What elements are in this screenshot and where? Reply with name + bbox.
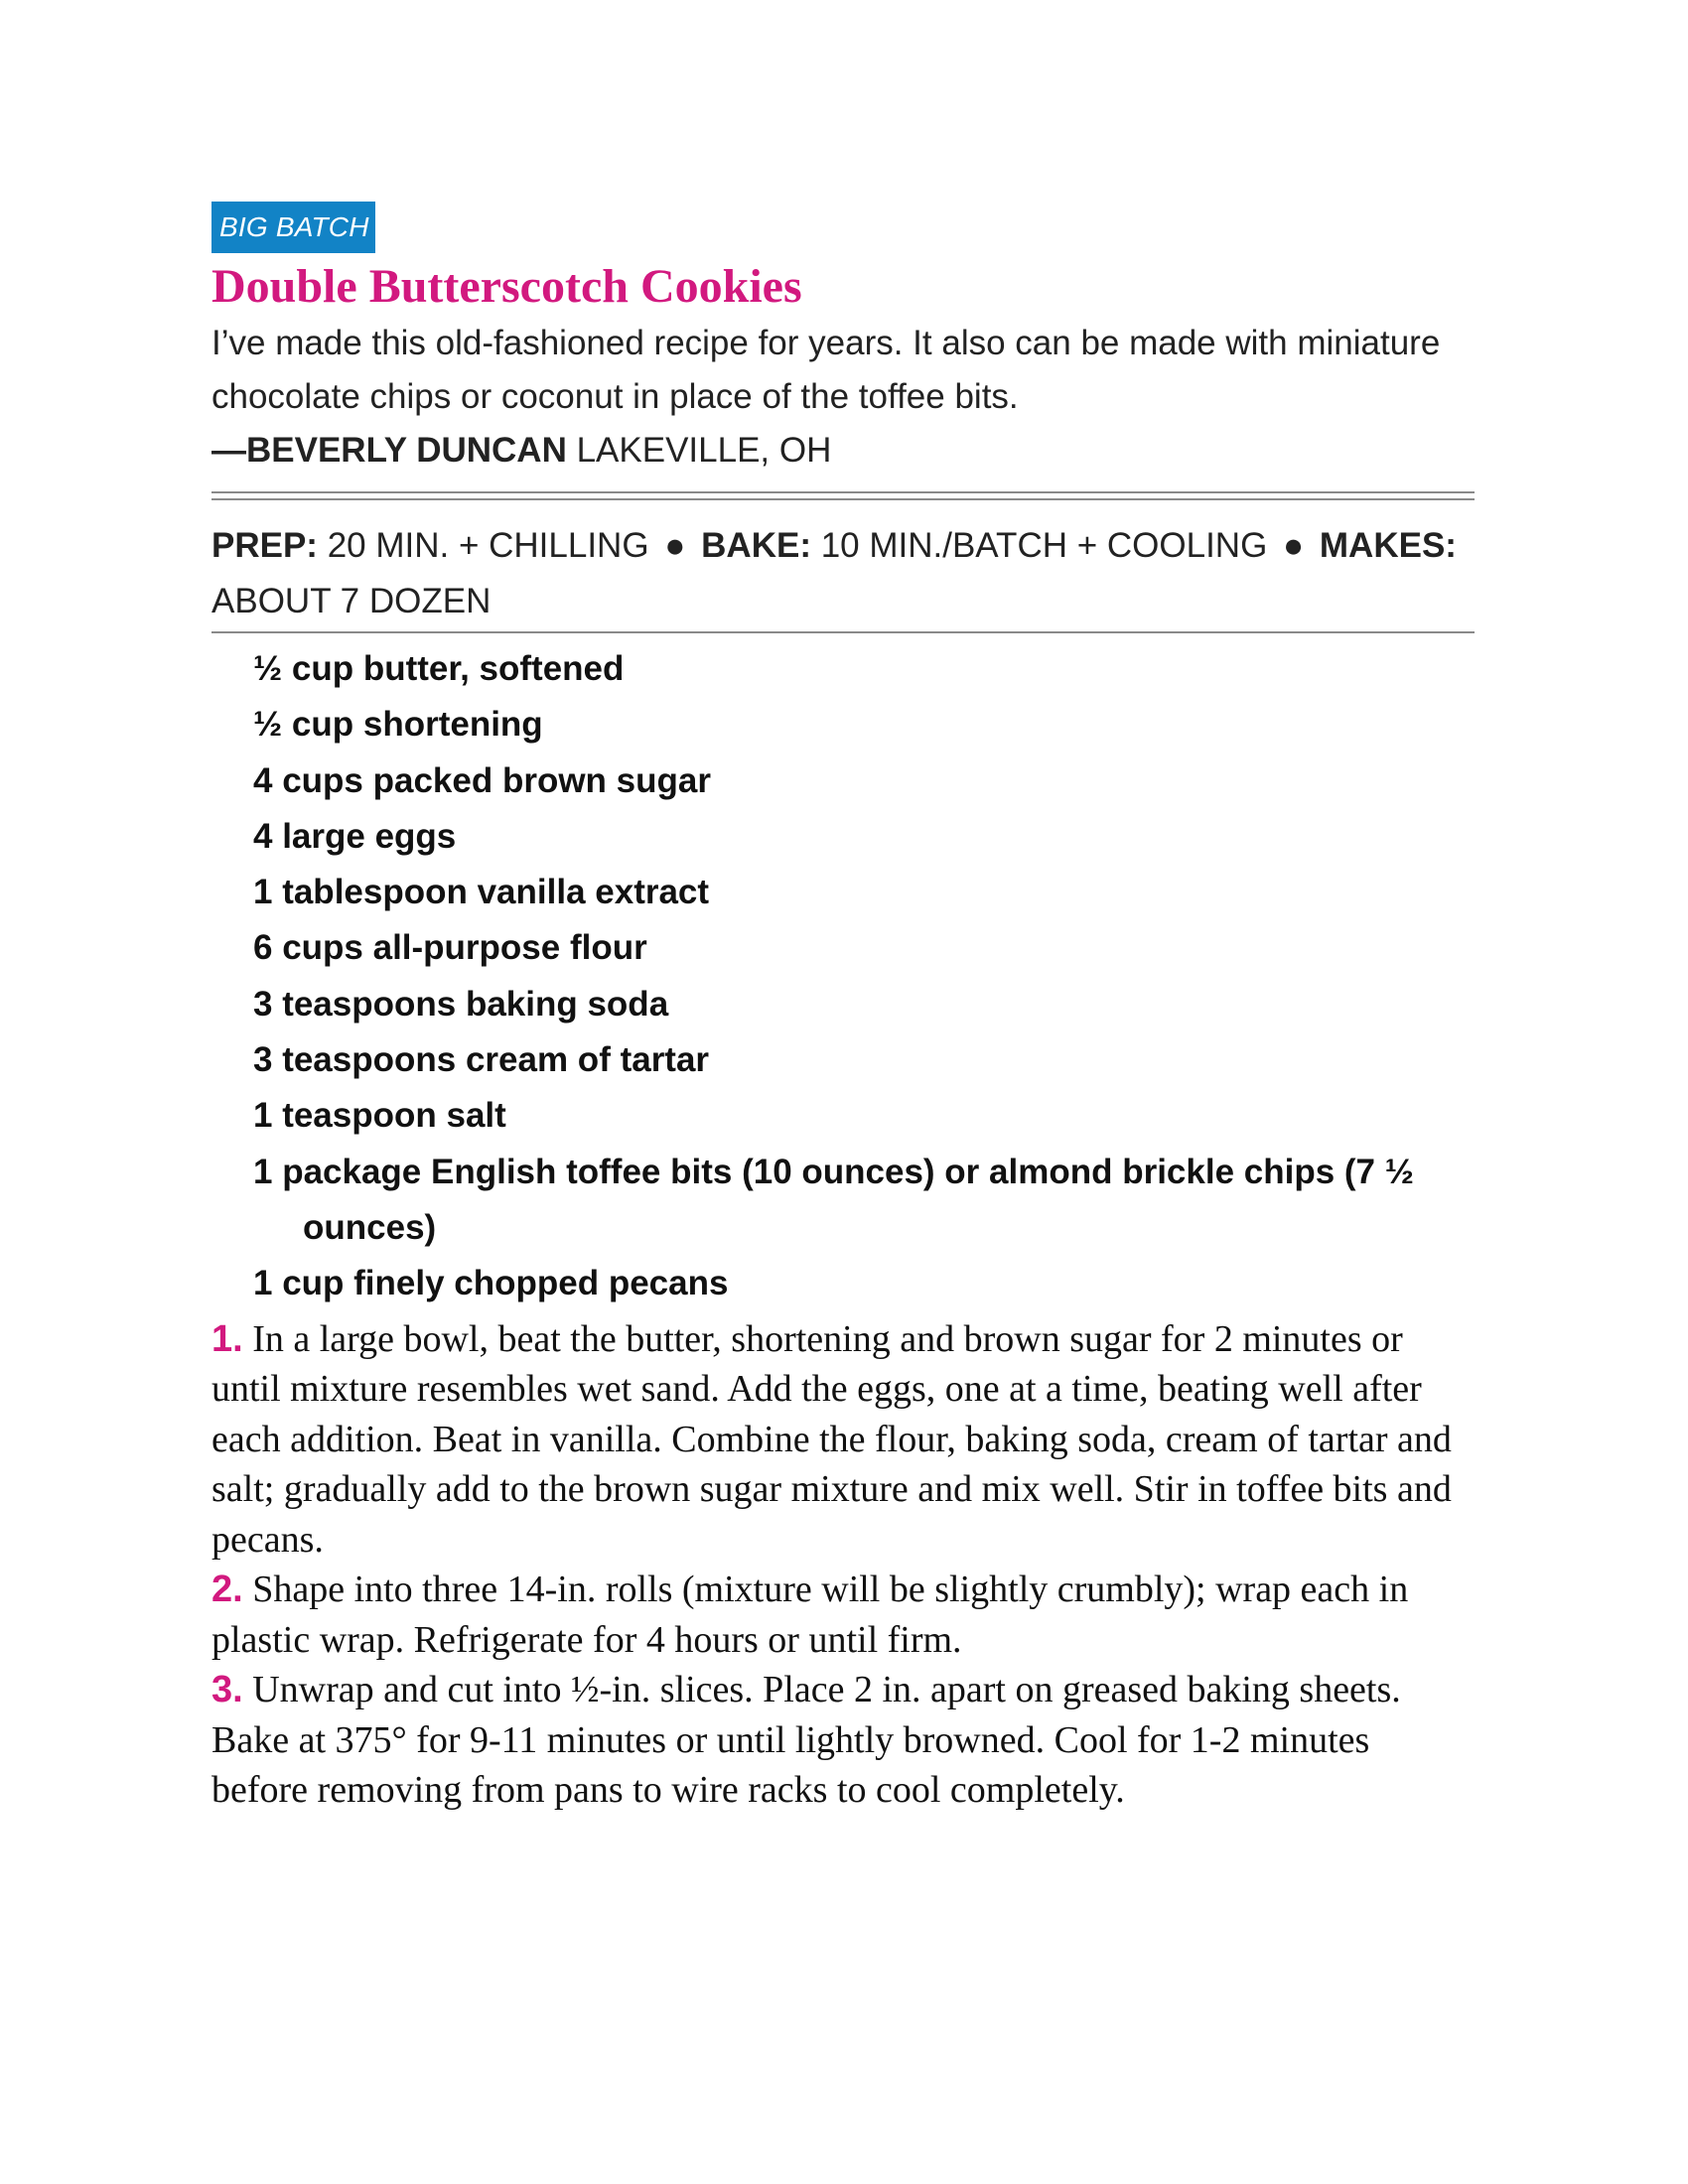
ingredient-item: 3 teaspoons cream of tartar (253, 1040, 710, 1080)
recipe-meta (211, 518, 1475, 629)
author-name: —BEVERLY DUNCAN (211, 431, 567, 470)
ingredient-item: 1 package English toffee bits (10 ounces) or almond brickle chips (7 ½ ounces) (253, 1152, 1414, 1247)
bake-label: BAKE: (701, 526, 811, 565)
category-tag: BIG BATCH (211, 202, 375, 253)
ingredient-item: 6 cups all-purpose flour (253, 928, 647, 968)
ingredient-item: 4 cups packed brown sugar (253, 760, 711, 800)
direction-step (211, 1314, 1475, 1566)
author-location: LAKEVILLE, OH (566, 431, 832, 470)
bake-value: 10 MIN./BATCH + COOLING (810, 526, 1278, 565)
prep-value: 20 MIN. + CHILLING (317, 526, 659, 565)
meta-separator: ● (664, 526, 686, 565)
step-number: 2. (211, 1569, 243, 1611)
meta-separator: ● (1283, 526, 1305, 565)
ingredient-item: 1 teaspoon salt (253, 1096, 506, 1136)
makes-value: ABOUT 7 DOZEN (211, 582, 492, 620)
ingredient-list (211, 641, 1475, 1312)
recipe-title: Double Butterscotch Cookies (211, 260, 802, 313)
recipe-intro: I’ve made this old-fashioned recipe for years. It also can be made with miniature chocolate chips or coconut in place of the toffee bits. (211, 324, 1441, 416)
ingredient-item: 4 large eggs (253, 816, 457, 856)
makes-label: MAKES: (1319, 526, 1457, 565)
directions (211, 1314, 1475, 1816)
meta-divider (211, 631, 1475, 633)
step-number: 3. (211, 1669, 243, 1711)
ingredient-item: ½ cup shortening (253, 705, 543, 745)
step-text: Unwrap and cut into ½-in. slices. Place 2 in. apart on greased baking sheets. Bake at 375° for 9-11 minutes or until lightly browned. Cool for 1-2 minutes before removing from pans to wire racks to cool completely. (211, 1669, 1401, 1812)
ingredient-item: ½ cup butter, softened (253, 649, 625, 688)
ingredient-item: 1 tablespoon vanilla extract (253, 873, 710, 912)
prep-label: PREP: (211, 526, 318, 565)
direction-step (211, 1665, 1475, 1816)
step-number: 1. (211, 1317, 243, 1360)
recipe-card (211, 202, 1475, 1816)
ingredient-item: 1 cup finely chopped pecans (253, 1264, 729, 1303)
step-text: Shape into three 14-in. rolls (mixture will be slightly crumbly); wrap each in plastic wrap. Refrigerate for 4 hours or until firm. (211, 1569, 1409, 1661)
ingredient-item: 3 teaspoons baking soda (253, 984, 669, 1024)
direction-step (211, 1565, 1475, 1665)
step-text: In a large bowl, beat the butter, shortening and brown sugar for 2 minutes or until mixture resembles wet sand. Add the eggs, one at a time, beating well after each addition. Beat in vanilla. Combine the flour, baking soda, cream of tartar and salt; gradually add to the brown sugar mixture and mix well. Stir in toffee bits and pecans. (211, 1317, 1452, 1561)
author-byline (211, 424, 1475, 478)
header-divider (211, 491, 1475, 500)
